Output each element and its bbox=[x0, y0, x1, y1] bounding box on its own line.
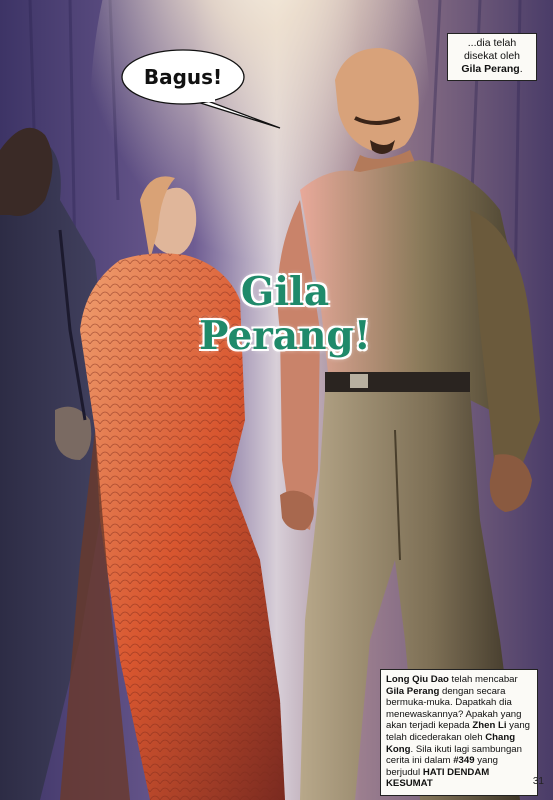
caption-name-2: Gila Perang bbox=[386, 685, 440, 697]
caption-text-3: yang telah dicederakan oleh bbox=[386, 720, 530, 743]
caption-text-4: . Sila ikuti lagi sambungan cerita ini dalam bbox=[386, 743, 522, 767]
caption-top-line1: ...dia telah bbox=[467, 37, 517, 49]
title-line2: Perang! bbox=[199, 313, 371, 359]
caption-name-3: Zhen Li bbox=[472, 720, 507, 732]
caption-story-title: HATI DENDAM KESUMAT bbox=[386, 766, 490, 790]
caption-top-end: . bbox=[519, 63, 523, 75]
speech-balloon-text: Bagus! bbox=[143, 65, 223, 89]
caption-top-line2: disekat oleh bbox=[463, 50, 521, 62]
caption-text-5: yang berjudul bbox=[386, 755, 499, 778]
caption-text-2: dengan secara bermuka-muka. Dapatkah dia menewaskannya? Apakah yang akan terjadi kepada bbox=[386, 685, 522, 732]
caption-name-4: Chang Kong bbox=[386, 731, 516, 755]
caption-box-top bbox=[447, 33, 537, 81]
title-line1: Gila bbox=[240, 269, 330, 315]
caption-top-line3 bbox=[451, 63, 533, 76]
caption-box-bottom bbox=[380, 669, 538, 796]
page-number: 31 bbox=[532, 776, 544, 787]
caption-issue: #349 bbox=[453, 755, 475, 767]
caption-top-name: Gila Perang bbox=[461, 63, 520, 75]
caption-name-1: Long Qiu Dao bbox=[386, 674, 449, 685]
page-title bbox=[180, 270, 390, 358]
caption-text-1: telah mencabar bbox=[448, 674, 518, 685]
